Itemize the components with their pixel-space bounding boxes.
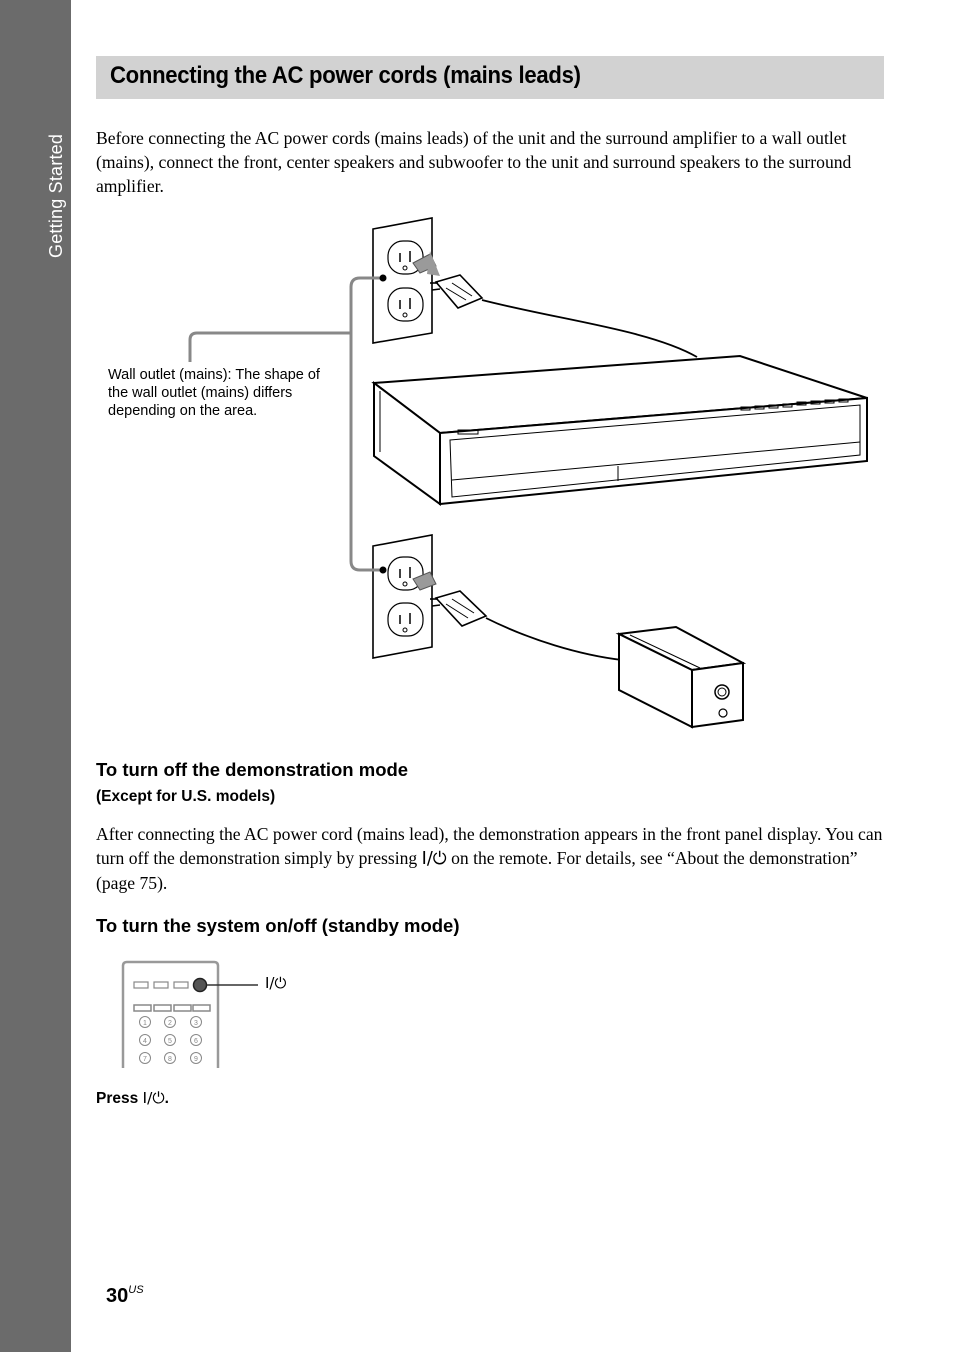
remote-key-6: 6 xyxy=(194,1038,198,1045)
press-power-symbol: I/⏻ xyxy=(142,1089,165,1107)
demo-text-before: After connecting the AC power cord (mains lead), the demonstration appears in the front panel display. You can turn off the demonstration simply by pressing xyxy=(96,824,883,868)
press-end: . xyxy=(164,1090,169,1107)
remote-key-5: 5 xyxy=(168,1038,172,1045)
page-region: US xyxy=(128,1284,144,1296)
power-button-label: I/⏻ xyxy=(265,974,287,992)
remote-key-1: 1 xyxy=(143,1020,147,1027)
section-title: Connecting the AC power cords (mains leads) xyxy=(110,62,581,89)
remote-key-7: 7 xyxy=(143,1056,147,1063)
page-number xyxy=(106,1284,144,1308)
power-symbol-inline: I/⏻ xyxy=(421,849,447,869)
side-tab-label: Getting Started xyxy=(46,133,66,258)
demo-heading: To turn off the demonstration mode xyxy=(96,759,409,780)
remote-key-4: 4 xyxy=(143,1038,147,1045)
remote-key-8: 8 xyxy=(168,1056,172,1063)
page-number-value: 30 xyxy=(106,1285,129,1307)
intro-paragraph: Before connecting the AC power cords (mains leads) of the unit and the surround amplifier to a wall outlet (mains), connect the front, center speakers and subwoofer to the unit and surround speakers to the surround amplifier. xyxy=(96,128,852,196)
press-text: Press xyxy=(96,1090,143,1107)
remote-key-9: 9 xyxy=(194,1056,198,1063)
demo-text-after: on the remote. For details, see “About the demonstration” (page 75). xyxy=(96,848,858,893)
power-button[interactable] xyxy=(194,979,207,992)
demo-subheading: (Except for U.S. models) xyxy=(96,788,276,805)
wall-outlet-callout: Wall outlet (mains): The shape of the wall outlet (mains) differs depending on the area. xyxy=(108,367,320,419)
press-instruction xyxy=(96,1089,169,1108)
remote-key-3: 3 xyxy=(194,1020,198,1027)
standby-heading: To turn the system on/off (standby mode) xyxy=(96,915,460,936)
remote-key-2: 2 xyxy=(168,1020,172,1027)
